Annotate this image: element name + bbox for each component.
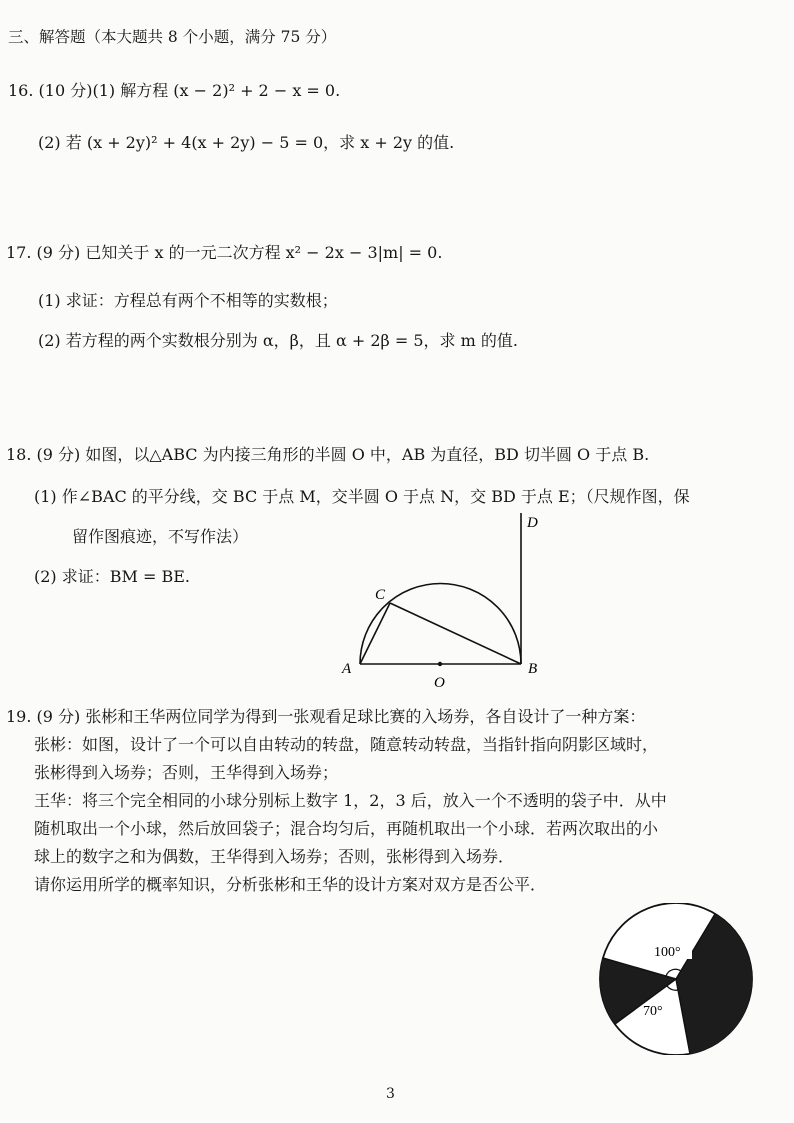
q19-wang-plan-cont2: 球上的数字之和为偶数，王华得到入场券；否则，张彬得到入场券． bbox=[34, 847, 515, 866]
segment-ac bbox=[360, 603, 390, 664]
q19-stem: 19. (9 分) 张彬和王华两位同学为得到一张观看足球比赛的入场券，各自设计了一种方案： bbox=[6, 707, 646, 726]
q17-part1: (1) 求证：方程总有两个不相等的实数根； bbox=[38, 291, 338, 310]
label-100-degrees: 100° bbox=[654, 945, 681, 960]
label-o: O bbox=[434, 675, 445, 690]
center-point-o bbox=[438, 662, 442, 666]
q19-wang-plan: 王华：将三个完全相同的小球分别标上数字 1，2，3 后，放入一个不透明的袋子中．从中 bbox=[34, 791, 667, 810]
q18-stem: 18. (9 分) 如图，以△ABC 为内接三角形的半圆 O 中，AB 为直径，BD 切半圆 O 于点 B. bbox=[6, 445, 650, 464]
q18-part1: (1) 作∠BAC 的平分线，交 BC 于点 M，交半圆 O 于点 N，交 BD 于点 E；（尺规作图，保 bbox=[34, 487, 690, 506]
q19-wang-plan-cont: 随机取出一个小球，然后放回袋子；混合均匀后，再随机取出一个小球．若两次取出的小 bbox=[34, 819, 659, 838]
q19-zhang-plan: 张彬：如图，设计了一个可以自由转动的转盘，随意转动转盘，当指针指向阴影区域时， bbox=[34, 735, 659, 754]
label-c: C bbox=[375, 587, 386, 603]
page-number: 3 bbox=[386, 1086, 395, 1102]
q19-question: 请你运用所学的概率知识，分析张彬和王华的设计方案对双方是否公平． bbox=[34, 875, 547, 894]
spinner-figure bbox=[596, 903, 760, 1055]
q17-stem: 17. (9 分) 已知关于 x 的一元二次方程 x² − 2x − 3|m| = 0. bbox=[6, 243, 443, 262]
q18-part1-continued: 留作图痕迹，不写作法） bbox=[72, 527, 249, 546]
label-d: D bbox=[527, 515, 538, 531]
label-a: A bbox=[342, 661, 352, 677]
semicircle-figure bbox=[330, 505, 560, 690]
q16-part1: 16. (10 分)(1) 解方程 (x − 2)² + 2 − x = 0. bbox=[8, 81, 341, 100]
q16-part2: (2) 若 (x + 2y)² + 4(x + 2y) − 5 = 0，求 x + 2y 的值. bbox=[38, 133, 455, 152]
q18-part2: (2) 求证：BM = BE. bbox=[34, 567, 190, 586]
label-70-degrees: 70° bbox=[643, 1004, 663, 1019]
section-header: 三、解答题（本大题共 8 个小题，满分 75 分） bbox=[8, 28, 337, 46]
q17-part2: (2) 若方程的两个实数根分别为 α，β，且 α + 2β = 5，求 m 的值. bbox=[38, 331, 518, 350]
label-b: B bbox=[528, 661, 538, 677]
q19-zhang-plan-cont: 张彬得到入场券；否则，王华得到入场券； bbox=[34, 763, 339, 782]
